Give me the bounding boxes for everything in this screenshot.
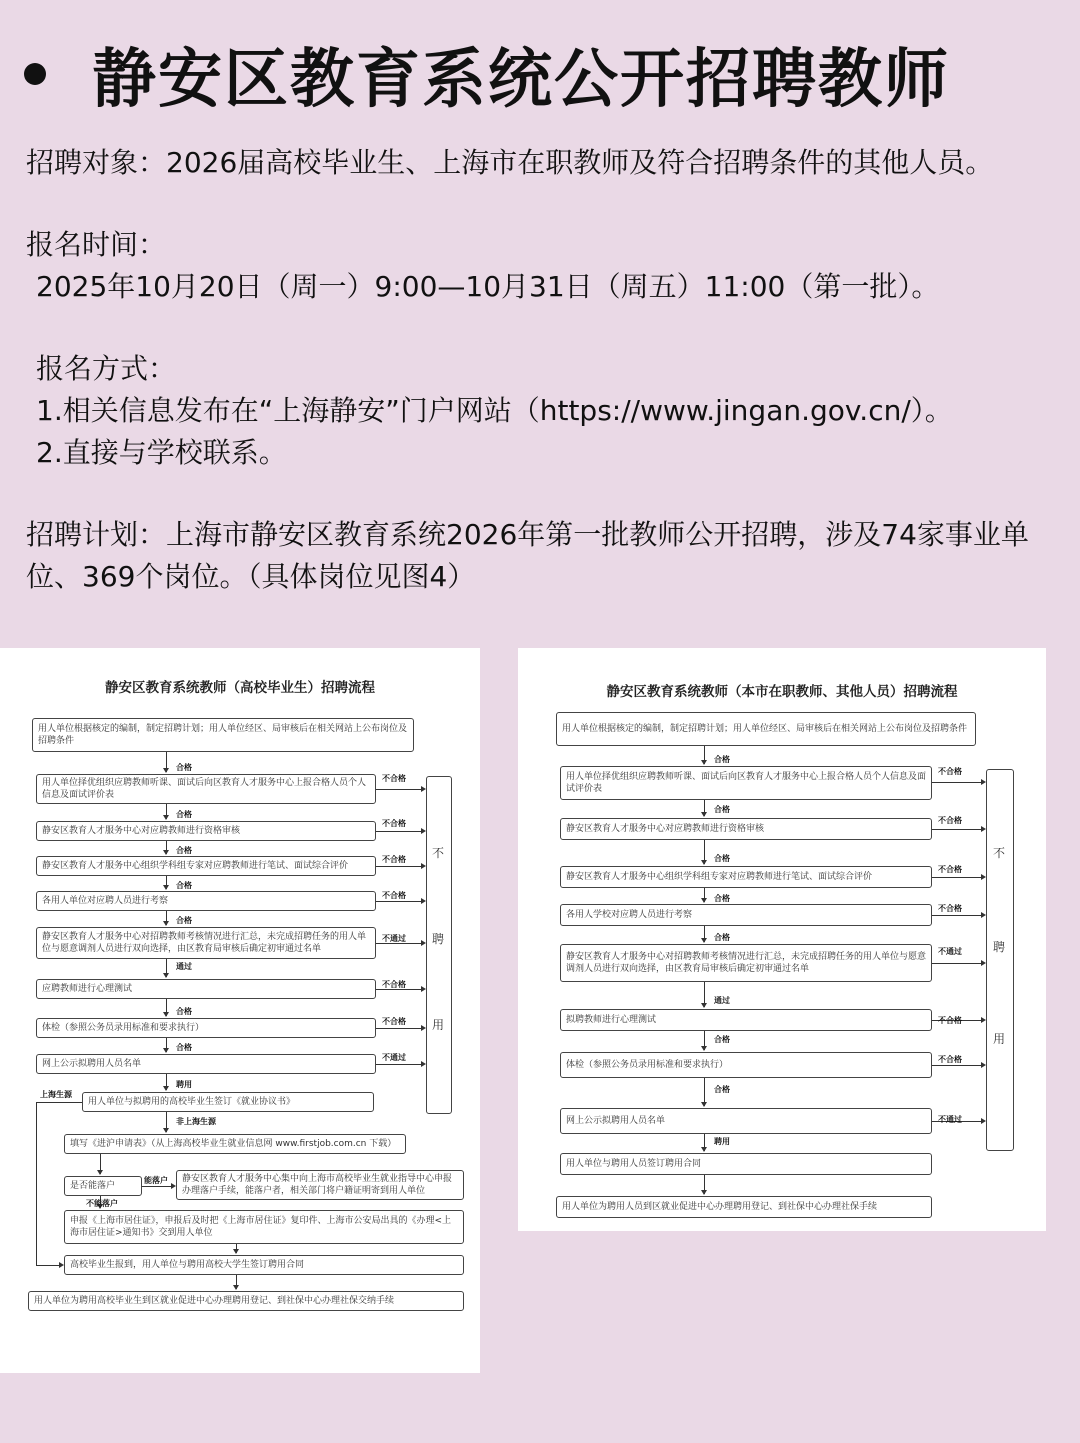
flow-label: 不合格 — [382, 980, 406, 989]
flow-label: 不合格 — [382, 774, 406, 783]
flow-label: 上海生源 — [40, 1090, 72, 1099]
flow-step: 用人单位根据核定的编制，制定招聘计划；用人单位经区、局审核后在相关网站上公布岗位及招聘条件 — [32, 718, 414, 752]
flow-step: 拟聘教师进行心理测试 — [560, 1009, 932, 1031]
flow-step: 用人单位为聘用人员到区就业促进中心办理聘用登记、到社保中心办理社保手续 — [556, 1196, 932, 1218]
flow-step: 网上公示拟聘用人员名单 — [560, 1108, 932, 1134]
flow-label: 非上海生源 — [176, 1117, 216, 1126]
flow-label: 通过 — [714, 996, 730, 1005]
flow-label: 不合格 — [938, 1055, 962, 1064]
reject-char: 用 — [993, 1032, 1006, 1046]
flow-step: 应聘教师进行心理测试 — [36, 979, 376, 999]
method-item-2: 2.直接与学校联系。 — [36, 436, 287, 469]
flow-label: 聘用 — [176, 1080, 192, 1089]
recruit-target: 招聘对象：2026届高校毕业生、上海市在职教师及符合招聘条件的其他人员。 — [26, 146, 994, 179]
flow-label: 不能落户 — [86, 1199, 118, 1208]
flow-label: 不合格 — [938, 865, 962, 874]
method-item-1: 1.相关信息发布在“上海静安”门户网站（https://www.jingan.gov.cn/）。 — [36, 394, 953, 427]
flow-label: 不通过 — [382, 1053, 406, 1062]
flow-label: 不合格 — [938, 904, 962, 913]
reject-char: 不 — [993, 846, 1006, 860]
flow-label: 不合格 — [382, 855, 406, 864]
flow-step: 静安区教育人才服务中心对招聘教师考核情况进行汇总，未完成招聘任务的用人单位与愿意调剂人员进行双向选择，由区教育局审核后确定初审通过名单 — [36, 927, 376, 959]
flow-label: 合格 — [714, 1035, 730, 1044]
flow-step: 静安区教育人才服务中心组织学科组专家对应聘教师进行笔试、面试综合评价 — [36, 856, 376, 876]
flow-step: 用人单位为聘用高校毕业生到区就业促进中心办理聘用登记、到社保中心办理社保交纳手续 — [28, 1291, 464, 1311]
flow-step: 用人单位择优组织应聘教师听课、面试后向区教育人才服务中心上报合格人员个人信息及面试评价表 — [560, 766, 932, 800]
flow-step: 高校毕业生报到，用人单位与聘用高校大学生签订聘用合同 — [64, 1255, 464, 1275]
flow-step: 体检（参照公务员录用标准和要求执行） — [36, 1018, 376, 1038]
flow-step: 是否能落户 — [64, 1176, 142, 1196]
flow-label: 合格 — [176, 810, 192, 819]
header — [18, 28, 950, 120]
flow-label: 不通过 — [382, 934, 406, 943]
flow-label: 不合格 — [938, 816, 962, 825]
recruit-plan: 招聘计划：上海市静安区教育系统2026年第一批教师公开招聘，涉及74家事业单位、369个岗位。（具体岗位见图4） — [26, 518, 1029, 593]
flow-step: 静安区教育人才服务中心组织学科组专家对应聘教师进行笔试、面试综合评价 — [560, 866, 932, 888]
flow-step: 用人单位择优组织应聘教师听课、面试后向区教育人才服务中心上报合格人员个人信息及面试评价表 — [36, 774, 376, 804]
flow-label: 合格 — [176, 1043, 192, 1052]
flow-label: 能落户 — [144, 1176, 168, 1185]
flow-label: 通过 — [176, 962, 192, 971]
page-title: 静安区教育系统公开招聘教师 — [92, 43, 950, 117]
reject-char: 聘 — [993, 940, 1006, 954]
flow-label: 合格 — [176, 1007, 192, 1016]
flow-label: 合格 — [176, 763, 192, 772]
flow-label: 合格 — [176, 916, 192, 925]
flow-step: 各用人单位对应聘人员进行考察 — [36, 891, 376, 911]
flow-label: 合格 — [714, 755, 730, 764]
flow-label: 合格 — [714, 1085, 730, 1094]
reject-char: 聘 — [432, 932, 445, 946]
flow-step: 用人单位根据核定的编制，制定招聘计划；用人单位经区、局审核后在相关网站上公布岗位及招聘条件 — [556, 712, 976, 746]
flow-label: 合格 — [714, 894, 730, 903]
flow-label: 不通过 — [938, 1115, 962, 1124]
time-value: 2025年10月20日（周一）9:00—10月31日（周五）11:00（第一批）。 — [36, 270, 940, 303]
flow-label: 合格 — [176, 846, 192, 855]
info-section — [26, 142, 1076, 598]
flow-label: 不合格 — [382, 819, 406, 828]
bullet-icon — [24, 63, 46, 85]
flow-label: 合格 — [714, 933, 730, 942]
flow-label: 不合格 — [382, 1017, 406, 1026]
flow-step: 用人单位与聘用人员签订聘用合同 — [560, 1153, 932, 1175]
flowchart-teachers — [518, 648, 1046, 1231]
flow-step: 体检（参照公务员录用标准和要求执行） — [560, 1052, 932, 1078]
flow-step: 用人单位与拟聘用的高校毕业生签订《就业协议书》 — [82, 1092, 374, 1112]
flow-step: 申报《上海市居住证》，申报后及时把《上海市居住证》复印件、上海市公安局出具的《办理<上海市居住证>通知书》交到用人单位 — [64, 1210, 464, 1244]
flow-step: 静安区教育人才服务中心对应聘教师进行资格审核 — [36, 821, 376, 841]
flowchart-graduates — [0, 648, 480, 1373]
flow-step: 静安区教育人才服务中心对应聘教师进行资格审核 — [560, 818, 932, 840]
flow-label: 聘用 — [714, 1137, 730, 1146]
flow-label: 不通过 — [938, 947, 962, 956]
flowchart-title: 静安区教育系统教师（高校毕业生）招聘流程 — [105, 680, 375, 696]
flow-step: 网上公示拟聘用人员名单 — [36, 1054, 376, 1074]
reject-char: 不 — [432, 846, 445, 860]
method-label: 报名方式： — [36, 352, 177, 385]
flowchart-title: 静安区教育系统教师（本市在职教师、其他人员）招聘流程 — [606, 684, 958, 700]
flow-label: 不合格 — [938, 767, 962, 776]
flow-step: 各用人学校对应聘人员进行考察 — [560, 904, 932, 926]
flow-label: 合格 — [176, 881, 192, 890]
reject-char: 用 — [432, 1018, 445, 1032]
flow-label: 合格 — [714, 854, 730, 863]
reject-box — [986, 769, 1014, 1151]
time-label: 报名时间： — [26, 228, 167, 261]
flow-label: 不合格 — [938, 1016, 962, 1025]
flow-label: 合格 — [714, 805, 730, 814]
flow-step: 静安区教育人才服务中心集中向上海市高校毕业生就业指导中心申报办理落户手续，能落户者，相关部门将户籍证明寄到用人单位 — [176, 1170, 464, 1200]
flow-step: 填写《进沪申请表》（从上海高校毕业生就业信息网 www.firstjob.com.cn 下载） — [64, 1134, 406, 1154]
flow-step: 静安区教育人才服务中心对招聘教师考核情况进行汇总，未完成招聘任务的用人单位与愿意调剂人员进行双向选择，由区教育局审核后确定初审通过名单 — [560, 944, 932, 982]
flow-label: 不合格 — [382, 891, 406, 900]
